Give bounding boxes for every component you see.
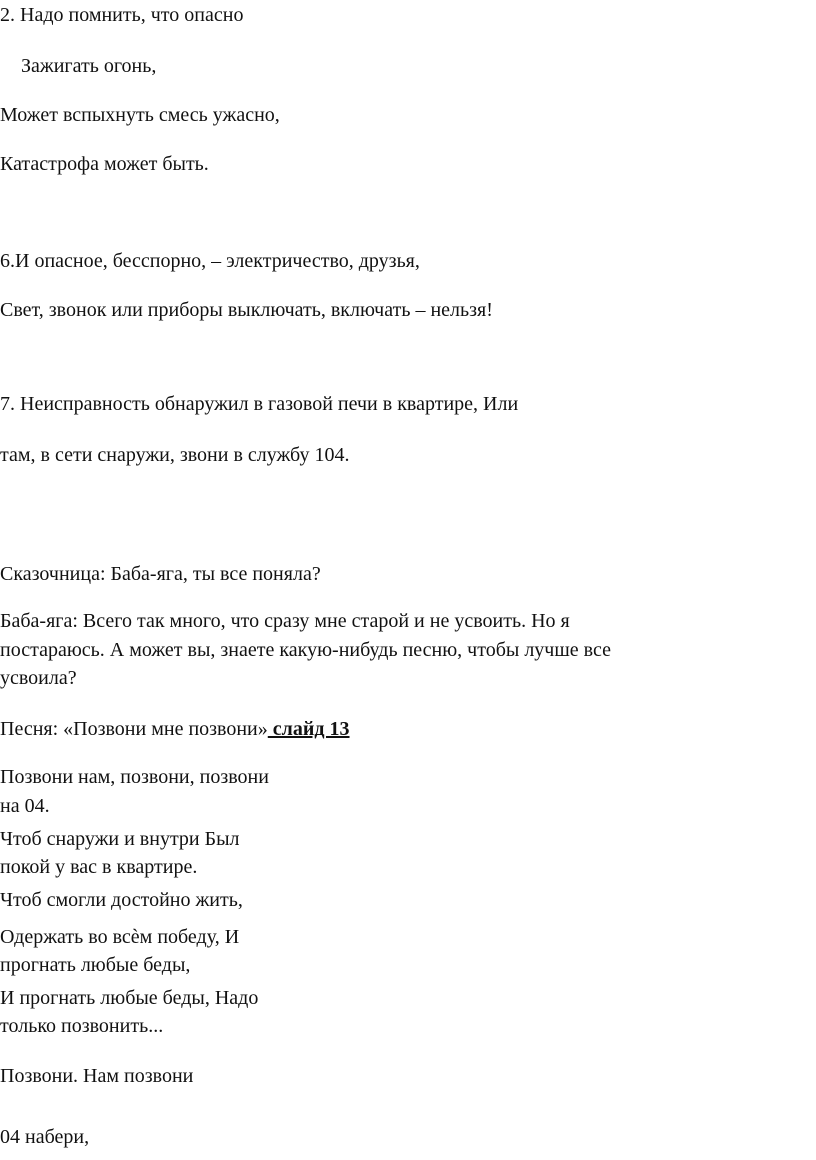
baba-yaga-line-3: усвоила? <box>0 667 77 689</box>
baba-yaga-line-2: постараюсь. А может вы, знаете какую-нибудь песню, чтобы лучше все <box>0 639 611 661</box>
verse-6-line-2: Свет, звонок или приборы выключать, включать – нельзя! <box>0 299 493 321</box>
song-title: Песня: «Позвони мне позвони» <box>0 718 268 740</box>
verse-7-line-2: там, в сети снаружи, звони в службу 104. <box>0 444 350 466</box>
verse-6-line-1: 6.И опасное, бесспорно, – электричество, друзья, <box>0 250 420 272</box>
song-line-10: Позвони. Нам позвони <box>0 1065 194 1087</box>
song-line-8: И прогнать любые беды, Надо <box>0 987 259 1009</box>
verse-2-line-4: Катастрофа может быть. <box>0 153 209 175</box>
song-line-4: покой у вас в квартире. <box>0 856 198 878</box>
song-intro <box>0 716 350 742</box>
narrator-line: Сказочница: Баба-яга, ты все поняла? <box>0 563 321 585</box>
song-line-9: только позвонить... <box>0 1015 164 1037</box>
song-line-1: Позвони нам, позвони, позвони <box>0 766 269 788</box>
baba-yaga-line-1: Баба-яга: Всего так много, что сразу мне старой и не усвоить. Но я <box>0 610 570 632</box>
song-line-3: Чтоб снаружи и внутри Был <box>0 828 240 850</box>
verse-2-line-3: Может вспыхнуть смесь ужасно, <box>0 104 280 126</box>
song-line-2: на 04. <box>0 795 50 817</box>
slide-reference: слайд 13 <box>267 718 350 740</box>
song-line-7: прогнать любые беды, <box>0 954 191 976</box>
verse-2-line-1: 2. Надо помнить, что опасно <box>0 4 244 26</box>
song-line-5: Чтоб смогли достойно жить, <box>0 889 243 911</box>
song-line-6: Одержать во всѐм победу, И <box>0 926 240 948</box>
verse-2-line-2: Зажигать огонь, <box>21 55 157 77</box>
song-line-11: 04 набери, <box>0 1126 90 1148</box>
verse-7-line-1: 7. Неисправность обнаружил в газовой печи в квартире, Или <box>0 393 519 415</box>
